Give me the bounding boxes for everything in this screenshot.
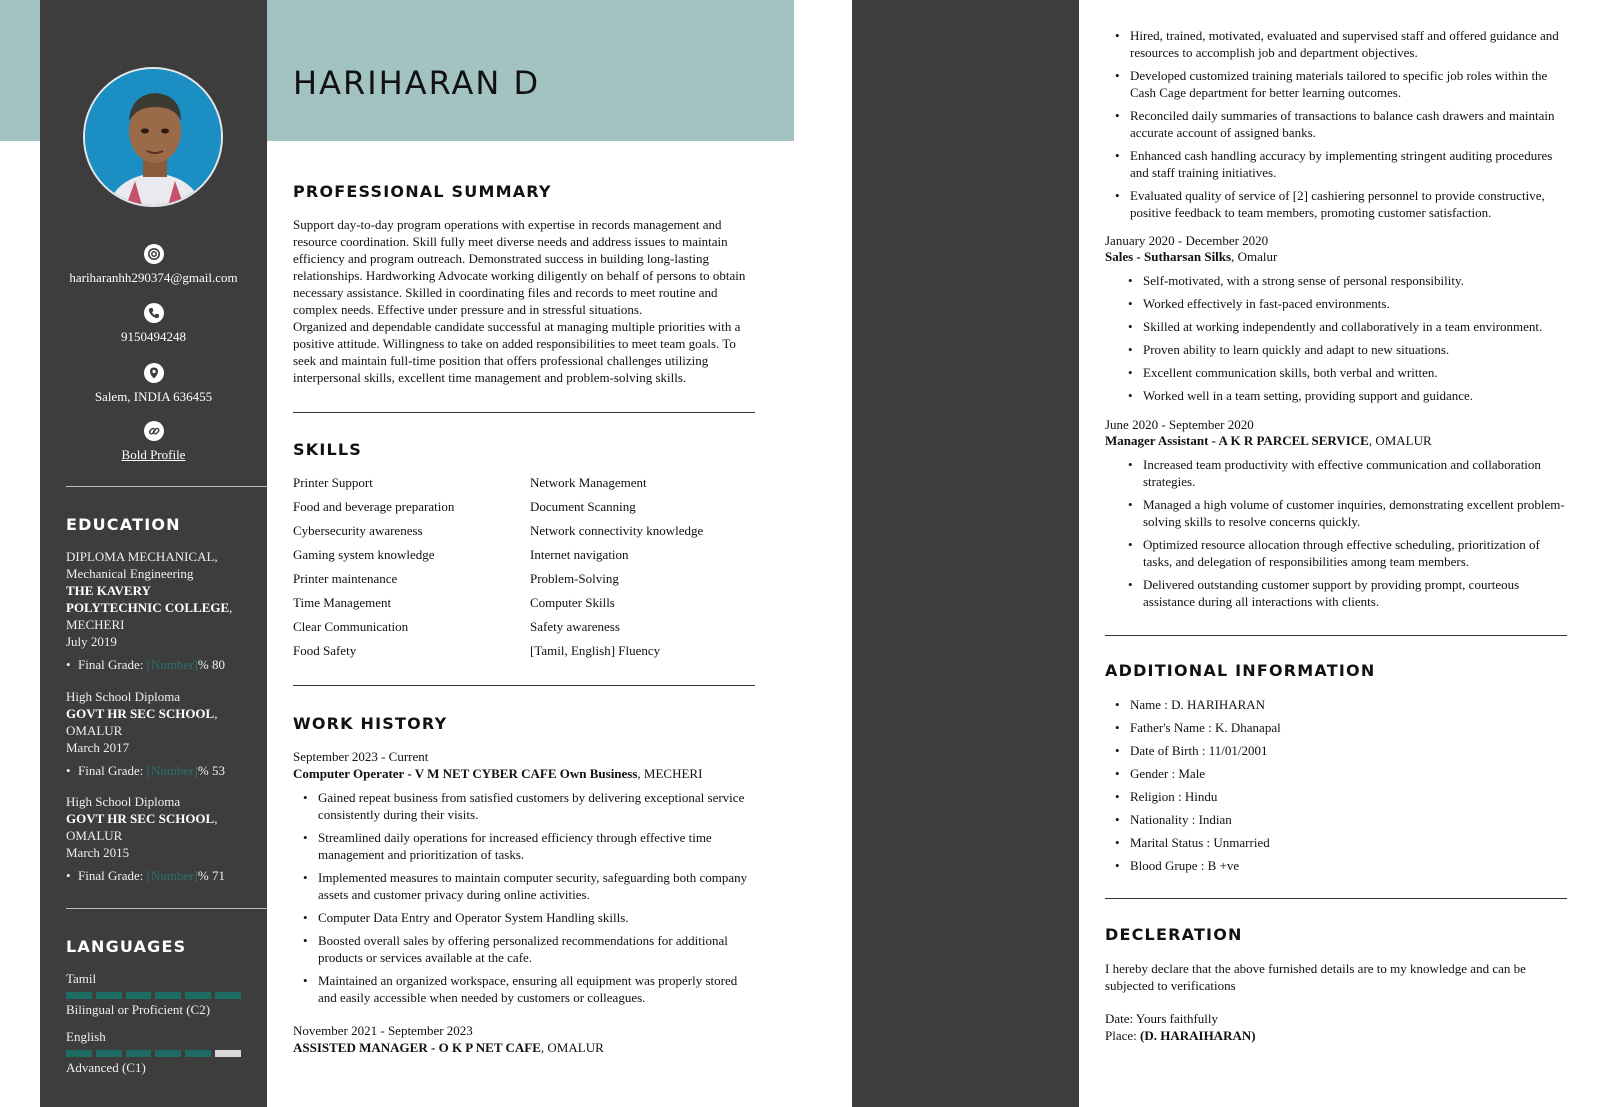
proficiency-segment <box>215 992 241 999</box>
job-bullet: • Enhanced cash handling accuracy by implementing stringent auditing procedures and staff training initiatives. <box>1105 147 1565 181</box>
additional-info-item: • Religion : Hindu <box>1105 788 1565 805</box>
education-entry-3: High School Diploma GOVT HR SEC SCHOOL, OMALUR March 2015 • Final Grade: [Number]% 71 <box>66 793 256 884</box>
job-bullet: • Proven ability to learn quickly and adapt to new situations. <box>1118 341 1578 358</box>
candidate-name: HARIHARAN D <box>293 64 541 102</box>
skill-item: [Tamil, English] Fluency <box>530 643 661 658</box>
job-bullet: • Computer Data Entry and Operator System Handling skills. <box>293 909 755 926</box>
summary-text: Support day-to-day program operations with expertise in records management and resource coordination. Skill fully meet diverse needs and address issues to maintain efficiency and program outreach. Demonstrated success in building long-lasting relationships. Hardworking Advocate working diligently on behalf of persons to obtain necessary assistance. Skilled in coordinating files and records to meet routine and complex needs. Effective under pressure and in stressful situations. Organized and dependable candidate successful at managing multiple priorities with a positive attitude. Willingness to take on added responsibilities to meet team goals. To seek and maintain full-time position that offers professional challenges utilizing interpersonal skills, excellent time management and problem-solving skills. <box>293 217 746 385</box>
job-date: November 2021 - September 2023 <box>293 1023 473 1038</box>
skill-item: Printer Support <box>293 475 373 490</box>
job-date: January 2020 - December 2020 <box>1105 233 1269 248</box>
skill-item: Network Management <box>530 475 647 490</box>
additional-info-item: • Nationality : Indian <box>1105 811 1565 828</box>
job-bullets <box>1118 456 1565 616</box>
declaration-text: I hereby declare that the above furnished details are to my knowledge and can be subjected to verifications <box>1105 961 1526 993</box>
skill-item: Document Scanning <box>530 499 636 514</box>
proficiency-segment <box>66 1050 92 1057</box>
sidebar <box>852 0 1079 1107</box>
email-text[interactable]: hariharanhh290374@gmail.com <box>69 270 238 285</box>
job-bullet: • Maintained an organized workspace, ensuring all equipment was properly stored and easily accessible when needed by customers or colleagues. <box>293 972 755 1006</box>
profile-photo <box>83 67 223 207</box>
job-title: ASSISTED MANAGER - O K P NET CAFE, OMALUR <box>293 1040 604 1055</box>
skill-item: Network connectivity knowledge <box>530 523 704 538</box>
skill-item: Clear Communication <box>293 619 409 634</box>
job-title: Sales - Sutharsan Silks, Omalur <box>1105 249 1278 264</box>
skills-heading: SKILLS <box>293 440 362 459</box>
declaration-date: Date: Yours faithfully <box>1105 1011 1219 1026</box>
proficiency-bar <box>66 992 241 999</box>
summary-heading: PROFESSIONAL SUMMARY <box>293 182 552 201</box>
proficiency-segment <box>126 1050 152 1057</box>
job-bullet: • Worked effectively in fast-paced environments. <box>1118 295 1578 312</box>
contact-phone <box>40 303 267 345</box>
skill-item: Printer maintenance <box>293 571 398 586</box>
job-bullet: • Streamlined daily operations for increased efficiency through effective time management and prioritization of tasks. <box>293 829 755 863</box>
job-bullet: • Self-motivated, with a strong sense of personal responsibility. <box>1118 272 1578 289</box>
declaration-heading: DECLERATION <box>1105 925 1243 944</box>
job-bullet: • Excellent communication skills, both verbal and written. <box>1118 364 1578 381</box>
proficiency-segment <box>185 1050 211 1057</box>
skill-item: Gaming system knowledge <box>293 547 435 562</box>
skill-item: Food Safety <box>293 643 357 658</box>
sidebar-divider <box>66 486 267 487</box>
job-bullet: • Delivered outstanding customer support by providing prompt, courteous assistance during all interactions with clients. <box>1118 576 1565 610</box>
additional-info-item: • Name : D. HARIHARAN <box>1105 696 1565 713</box>
education-entry-1: DIPLOMA MECHANICAL, Mechanical Engineering THE KAVERY POLYTECHNIC COLLEGE, MECHERI July 2019 • Final Grade: [Number]% 80 <box>66 548 256 673</box>
section-divider <box>293 685 755 686</box>
contact-address <box>40 363 267 405</box>
job-bullet: • Hired, trained, motivated, evaluated and supervised staff and offered guidance and resources to accomplish job and department objectives. <box>1105 27 1565 61</box>
skill-item: Computer Skills <box>530 595 615 610</box>
profile-link[interactable]: Bold Profile <box>121 447 186 462</box>
skill-item: Cybersecurity awareness <box>293 523 423 538</box>
job-date: June 2020 - September 2020 <box>1105 417 1254 432</box>
job-title: Manager Assistant - A K R PARCEL SERVICE, OMALUR <box>1105 433 1432 448</box>
job-bullet: • Managed a high volume of customer inquiries, demonstrating excellent problem-solving skills to resolve concerns quickly. <box>1118 496 1565 530</box>
job-bullet: • Increased team productivity with effective communication and collaboration strategies. <box>1118 456 1565 490</box>
education-heading: EDUCATION <box>66 515 181 534</box>
proficiency-segment <box>96 992 122 999</box>
sidebar-divider <box>66 908 267 909</box>
proficiency-segment <box>155 1050 181 1057</box>
additional-info-item: • Marital Status : Unmarried <box>1105 834 1565 851</box>
work-heading: WORK HISTORY <box>293 714 448 733</box>
additional-info-item: • Father's Name : K. Dhanapal <box>1105 719 1565 736</box>
job-bullet: • Implemented measures to maintain computer security, safeguarding both company assets and customer privacy during online activities. <box>293 869 755 903</box>
job-bullet: • Developed customized training materials tailored to specific job roles within the Cash Cage department for better learning outcomes. <box>1105 67 1565 101</box>
job-bullets <box>1105 27 1565 227</box>
section-divider <box>1105 635 1567 636</box>
contact-email <box>40 244 267 286</box>
phone-text: 9150494248 <box>121 329 186 344</box>
section-divider <box>293 412 755 413</box>
job-bullet: • Boosted overall sales by offering personalized recommendations for additional products or services available at the cafe. <box>293 932 755 966</box>
skill-item: Problem-Solving <box>530 571 619 586</box>
job-bullet: • Optimized resource allocation through effective scheduling, prioritization of tasks, and delegation of responsibilities among team members. <box>1118 536 1565 570</box>
final-grade: • Final Grade: [Number]% 53 <box>66 762 256 779</box>
proficiency-bar <box>66 1050 241 1057</box>
job-title: Computer Operater - V M NET CYBER CAFE Own Business, MECHERI <box>293 766 703 781</box>
link-icon <box>144 421 164 441</box>
education-entry-2: High School Diploma GOVT HR SEC SCHOOL, OMALUR March 2017 • Final Grade: [Number]% 53 <box>66 688 256 779</box>
additional-info-list <box>1105 696 1565 880</box>
job-bullet: • Reconciled daily summaries of transactions to balance cash drawers and maintain accurate account of assigned banks. <box>1105 107 1565 141</box>
languages-heading: LANGUAGES <box>66 937 187 956</box>
proficiency-segment <box>185 992 211 999</box>
additional-heading: ADDITIONAL INFORMATION <box>1105 661 1376 680</box>
section-divider <box>1105 898 1567 899</box>
at-icon <box>144 244 164 264</box>
resume-page-2 <box>852 0 1600 1107</box>
job-bullets <box>293 789 755 1012</box>
language-english: English Advanced (C1) <box>66 1029 241 1076</box>
job-bullet: • Skilled at working independently and collaboratively in a team environment. <box>1118 318 1578 335</box>
language-tamil: Tamil Bilingual or Proficient (C2) <box>66 971 241 1018</box>
final-grade: • Final Grade: [Number]% 80 <box>66 656 256 673</box>
proficiency-segment <box>66 992 92 999</box>
proficiency-segment <box>96 1050 122 1057</box>
skill-item: Internet navigation <box>530 547 629 562</box>
job-bullet: • Evaluated quality of service of [2] cashiering personnel to provide constructive, positive feedback to team members, promoting customer satisfaction. <box>1105 187 1565 221</box>
proficiency-segment <box>215 1050 241 1057</box>
additional-info-item: • Date of Birth : 11/01/2001 <box>1105 742 1565 759</box>
job-date: September 2023 - Current <box>293 749 429 764</box>
job-bullets <box>1118 272 1578 410</box>
phone-icon <box>144 303 164 323</box>
skill-item: Food and beverage preparation <box>293 499 455 514</box>
additional-info-item: • Gender : Male <box>1105 765 1565 782</box>
skill-item: Time Management <box>293 595 392 610</box>
additional-info-item: • Blood Grupe : B +ve <box>1105 857 1565 874</box>
sidebar <box>40 0 267 1107</box>
location-pin-icon <box>144 363 164 383</box>
job-bullet: • Worked well in a team setting, providing support and guidance. <box>1118 387 1578 404</box>
address-text: Salem, INDIA 636455 <box>94 389 213 404</box>
skill-item: Safety awareness <box>530 619 620 634</box>
proficiency-segment <box>126 992 152 999</box>
declaration-place: Place: (D. HARAIHARAN) <box>1105 1028 1256 1043</box>
proficiency-segment <box>155 992 181 999</box>
contact-profile <box>40 421 267 463</box>
job-bullet: • Gained repeat business from satisfied customers by delivering exceptional service consistently during their visits. <box>293 789 755 823</box>
final-grade: • Final Grade: [Number]% 71 <box>66 867 256 884</box>
